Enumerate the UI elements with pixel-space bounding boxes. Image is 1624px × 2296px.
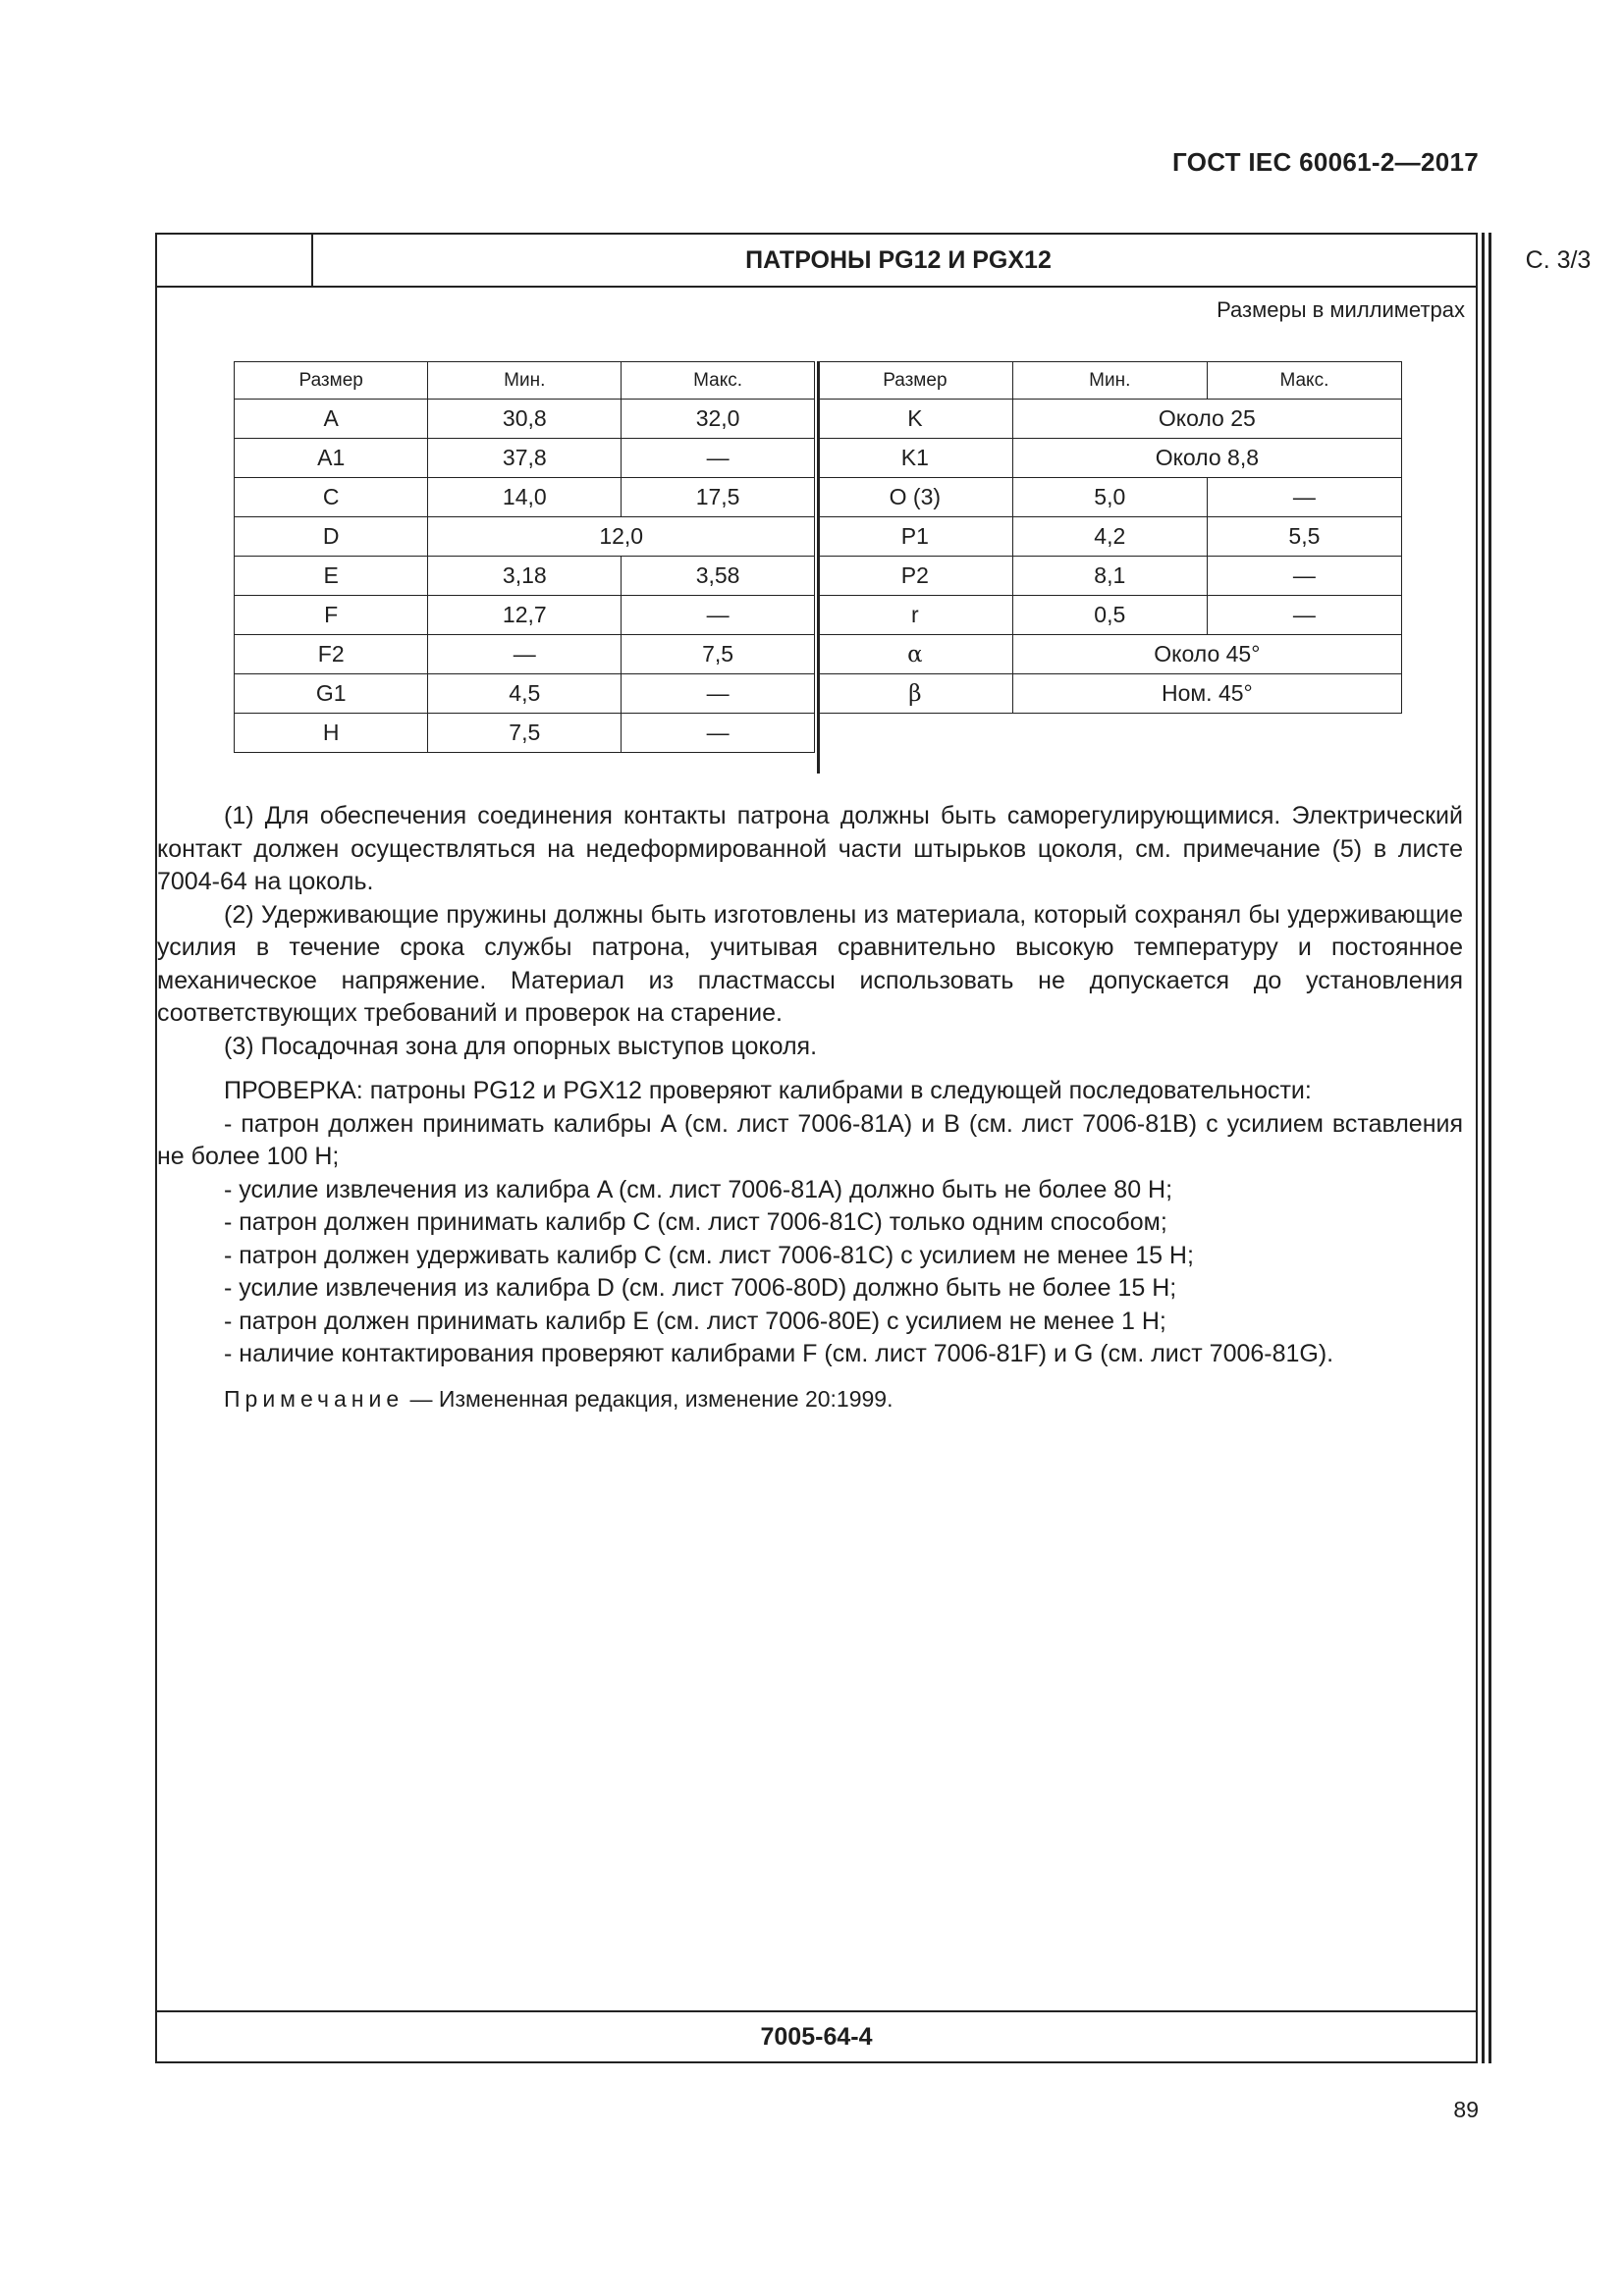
cell-max: — xyxy=(622,439,815,478)
page-number: 89 xyxy=(1453,2097,1479,2122)
cell-min: 8,1 xyxy=(1012,557,1207,596)
cell-min: 37,8 xyxy=(428,439,622,478)
title-empty-cell xyxy=(157,235,313,286)
dimensions-table xyxy=(817,361,1402,714)
cell-max: — xyxy=(1207,596,1401,635)
cell-value-merged: Около 8,8 xyxy=(1012,439,1401,478)
table-header-row xyxy=(235,362,815,400)
cell-size: P1 xyxy=(818,517,1013,557)
cell-min: 4,5 xyxy=(428,674,622,714)
cell-size: r xyxy=(818,596,1013,635)
note-text: — Измененная редакция, изменение 20:1999. xyxy=(404,1385,893,1412)
cell-min: 30,8 xyxy=(428,400,622,439)
cell-max: 3,58 xyxy=(622,557,815,596)
sheet-title: ПАТРОНЫ PG12 И PGX12 xyxy=(745,245,1052,274)
check-item: - патрон должен принимать калибры A (см. лист 7006-81A) и B (см. лист 7006-81B) с усилием вставления не более 100 Н; xyxy=(157,1109,1463,1170)
note-footnote xyxy=(157,1383,1463,1416)
table-row xyxy=(235,557,815,596)
cell-value-merged: Ном. 45° xyxy=(1012,674,1401,714)
standard-designation: ГОСТ IEC 60061-2—2017 xyxy=(1172,147,1479,177)
cell-size: E xyxy=(235,557,428,596)
table-row xyxy=(818,557,1402,596)
cell-size: A xyxy=(235,400,428,439)
dimensions-table-left xyxy=(234,361,815,753)
table-row xyxy=(818,517,1402,557)
cell-size: F2 xyxy=(235,635,428,674)
cell-min: — xyxy=(428,635,622,674)
cell-size: C xyxy=(235,478,428,517)
check-item: - усилие извлечения из калибра D (см. лист 7006-80D) должно быть не более 15 Н; xyxy=(224,1274,1177,1302)
cell-max: — xyxy=(1207,557,1401,596)
header-min: Мин. xyxy=(1012,362,1207,400)
cell-min: 5,0 xyxy=(1012,478,1207,517)
check-item: - патрон должен принимать калибр E (см. лист 7006-80E) с усилием не менее 1 Н; xyxy=(224,1307,1166,1335)
cell-size: β xyxy=(818,674,1013,714)
check-item: - патрон должен удерживать калибр C (см. лист 7006-81C) с усилием не менее 15 Н; xyxy=(224,1241,1194,1269)
cell-max: — xyxy=(622,674,815,714)
cell-size: K xyxy=(818,400,1013,439)
cell-size: F xyxy=(235,596,428,635)
dimensions-table-right xyxy=(817,361,1402,714)
check-item: - патрон должен принимать калибр C (см. лист 7006-81C) только одним способом; xyxy=(224,1208,1167,1236)
note-3: (3) Посадочная зона для опорных выступов цоколя. xyxy=(224,1032,818,1060)
cell-max: 7,5 xyxy=(622,635,815,674)
frame-double-line xyxy=(1482,233,1485,2063)
cell-min: 0,5 xyxy=(1012,596,1207,635)
table-row xyxy=(818,635,1402,674)
cell-size: α xyxy=(818,635,1013,674)
check-intro: ПРОВЕРКА: патроны PG12 и PGX12 проверяют калибрами в следующей последовательности: xyxy=(224,1077,1312,1104)
header-size: Размер xyxy=(818,362,1013,400)
cell-size: P2 xyxy=(818,557,1013,596)
cell-size: K1 xyxy=(818,439,1013,478)
table-row xyxy=(235,400,815,439)
cell-min: 3,18 xyxy=(428,557,622,596)
sheet-page-indicator: С. 3/3 xyxy=(1525,245,1592,274)
table-row xyxy=(235,517,815,557)
note-label: Примечание xyxy=(224,1385,405,1412)
table-row xyxy=(235,714,815,753)
cell-max: — xyxy=(1207,478,1401,517)
cell-max: — xyxy=(622,596,815,635)
frame-double-line xyxy=(1489,233,1491,2063)
cell-max: — xyxy=(622,714,815,753)
cell-size: G1 xyxy=(235,674,428,714)
header-max: Макс. xyxy=(1207,362,1401,400)
cell-value-merged: 12,0 xyxy=(428,517,815,557)
cell-min: 14,0 xyxy=(428,478,622,517)
table-row xyxy=(818,596,1402,635)
cell-min: 7,5 xyxy=(428,714,622,753)
table-header-row xyxy=(818,362,1402,400)
header-min: Мин. xyxy=(428,362,622,400)
cell-max: 32,0 xyxy=(622,400,815,439)
table-row xyxy=(235,674,815,714)
check-item: - усилие извлечения из калибра A (см. лист 7006-81A) должно быть не более 80 Н; xyxy=(224,1175,1173,1203)
cell-size: O (3) xyxy=(818,478,1013,517)
cell-max: 17,5 xyxy=(622,478,815,517)
header-max: Макс. xyxy=(622,362,815,400)
table-row xyxy=(818,439,1402,478)
cell-min: 12,7 xyxy=(428,596,622,635)
cell-value-merged: Около 25 xyxy=(1012,400,1401,439)
dimensions-table xyxy=(234,361,815,753)
cell-min: 4,2 xyxy=(1012,517,1207,557)
note-2: (2) Удерживающие пружины должны быть изготовлены из материала, который сохранял бы удерживающие усилия в течение срока службы патрона, учитывая сравнительно высокую температуру и постоянное механическое напряжение. Материал из пластмассы использовать не допускается до установления соответствующих требований и проверок на старение. xyxy=(157,900,1463,1027)
cell-size: D xyxy=(235,517,428,557)
sheet-code: 7005-64-4 xyxy=(760,2022,873,2051)
cell-size: H xyxy=(235,714,428,753)
table-row xyxy=(235,596,815,635)
table-row xyxy=(818,400,1402,439)
header-size: Размер xyxy=(235,362,428,400)
cell-value-merged: Около 45° xyxy=(1012,635,1401,674)
cell-max: 5,5 xyxy=(1207,517,1401,557)
units-note: Размеры в миллиметрах xyxy=(1217,297,1465,322)
table-row xyxy=(235,635,815,674)
table-row xyxy=(235,439,815,478)
check-item: - наличие контактирования проверяют калибрами F (см. лист 7006-81F) и G (см. лист 7006-81G). xyxy=(224,1340,1334,1367)
sheet-title-row xyxy=(157,235,1592,288)
table-row xyxy=(818,674,1402,714)
notes-body xyxy=(157,800,1463,1415)
cell-size: A1 xyxy=(235,439,428,478)
table-row xyxy=(235,478,815,517)
note-1: (1) Для обеспечения соединения контакты патрона должны быть саморегулирующимися. Электрический контакт должен осуществляться на недеформированной части штырьков цоколя, см. примечание (5) в листе 7004-64 на цоколь. xyxy=(157,802,1463,895)
table-row xyxy=(818,478,1402,517)
